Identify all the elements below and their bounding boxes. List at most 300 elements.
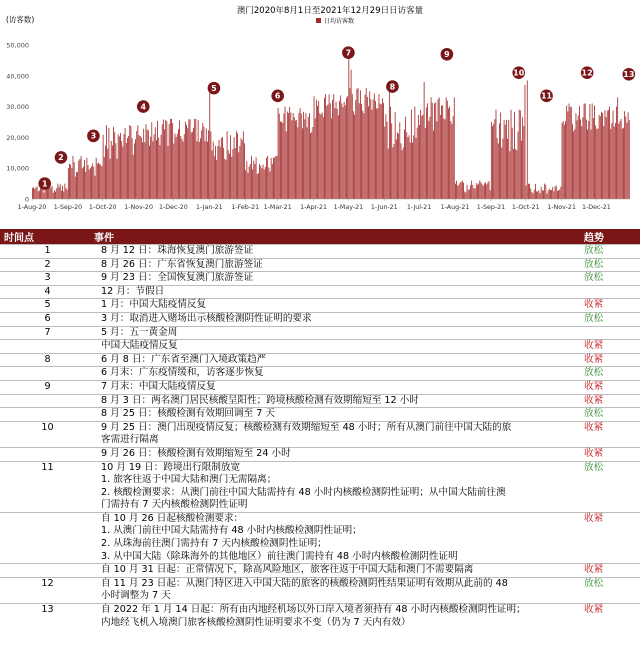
bar <box>563 121 564 199</box>
bar <box>212 151 213 199</box>
bar <box>317 106 318 199</box>
bar <box>236 131 237 199</box>
bar <box>354 115 355 199</box>
bar <box>565 121 566 199</box>
bar <box>143 129 144 199</box>
bar <box>157 121 158 199</box>
y-tick-label: 30,000 <box>6 103 29 112</box>
bar <box>384 127 385 199</box>
table-row <box>0 563 640 577</box>
bar <box>253 161 254 199</box>
row-time-point <box>0 448 95 461</box>
bar <box>528 184 529 199</box>
bar <box>163 119 164 199</box>
bar <box>272 164 273 199</box>
bar <box>127 138 128 199</box>
bar <box>257 174 258 199</box>
bar <box>314 96 315 199</box>
bar <box>274 157 275 199</box>
bar <box>90 168 91 199</box>
bar <box>57 184 58 199</box>
bar <box>331 118 332 199</box>
event-marker <box>38 177 51 190</box>
bar <box>271 158 272 199</box>
bar <box>249 166 250 199</box>
row-time-point <box>0 395 95 408</box>
event-marker <box>623 68 636 81</box>
bar <box>603 126 604 199</box>
bar <box>625 116 626 199</box>
table-row <box>0 577 640 603</box>
bar <box>433 130 434 199</box>
bar <box>346 98 347 199</box>
bar <box>260 166 261 199</box>
bar <box>508 120 509 199</box>
bar <box>84 160 85 199</box>
bar <box>503 139 504 199</box>
bar <box>192 132 193 199</box>
bar <box>373 99 374 199</box>
bar <box>149 146 150 199</box>
bar <box>541 187 542 199</box>
table-row <box>0 339 640 353</box>
bar <box>310 133 311 199</box>
bar <box>380 104 381 199</box>
row-event: 8 月 25 日：核酸检测有效期回调至 7 天 <box>101 408 275 420</box>
x-tick-label: 1-Jan-21 <box>196 204 223 211</box>
bar <box>326 106 327 199</box>
bar <box>89 170 90 199</box>
bar <box>518 132 519 199</box>
bar <box>171 119 172 199</box>
bar <box>214 156 215 199</box>
bar <box>59 187 60 199</box>
event-marker <box>271 90 284 103</box>
bar <box>483 186 484 199</box>
bar <box>105 146 106 199</box>
bar <box>63 191 64 199</box>
bar <box>173 144 174 199</box>
bar <box>264 170 265 199</box>
bar <box>520 110 521 199</box>
bar <box>615 123 616 199</box>
bar <box>277 156 278 199</box>
bar <box>506 120 507 199</box>
bar <box>455 184 456 199</box>
bar <box>325 94 326 199</box>
row-event: 自 10 月 31 日起：正常情况下，除高风险地区，旅客往返于中国大陆和澳门不需要隔离 <box>101 564 474 576</box>
table-row <box>0 394 640 408</box>
bar <box>103 135 104 199</box>
bar <box>39 191 40 199</box>
bar <box>201 130 202 199</box>
bar <box>479 181 480 199</box>
bar <box>280 122 281 199</box>
bar <box>344 102 345 199</box>
event-marker <box>512 66 525 79</box>
event-marker <box>540 90 553 103</box>
bar <box>169 124 170 199</box>
bar <box>611 123 612 199</box>
bar <box>468 190 469 199</box>
bar <box>460 183 461 199</box>
x-tick-label: 1-Apr-21 <box>300 204 328 211</box>
y-tick-label: 50,000 <box>6 41 29 50</box>
row-event: 9 月 23 日：全国恢复澳门旅游签证 <box>101 272 254 284</box>
bar <box>121 141 122 199</box>
bar <box>421 116 422 199</box>
bar <box>199 142 200 199</box>
bar <box>311 132 312 199</box>
header-trend: 趋势 <box>584 233 604 244</box>
table-row <box>0 258 640 272</box>
bar <box>96 158 97 199</box>
marker-label: 12 <box>581 68 593 78</box>
bar <box>252 169 253 199</box>
bar <box>207 142 208 199</box>
bar <box>353 111 354 199</box>
bar <box>501 148 502 199</box>
bar <box>571 107 572 199</box>
bar <box>623 128 624 199</box>
bar <box>477 185 478 199</box>
bar <box>95 176 96 199</box>
event-marker <box>55 151 68 164</box>
bar <box>234 137 235 199</box>
bar <box>237 133 238 199</box>
bar <box>426 107 427 199</box>
bar <box>427 103 428 199</box>
bar <box>34 189 35 199</box>
bar <box>555 186 556 199</box>
bar <box>374 93 375 199</box>
bar <box>622 129 623 199</box>
bar <box>104 157 105 199</box>
row-trend: 放松 <box>584 461 604 473</box>
bar <box>106 125 107 199</box>
bar <box>363 113 364 199</box>
bar <box>68 168 69 199</box>
bar <box>332 100 333 199</box>
bar <box>452 124 453 199</box>
bar <box>475 188 476 199</box>
bar <box>81 156 82 199</box>
bar <box>188 119 189 199</box>
bar <box>348 59 349 199</box>
marker-label: 4 <box>140 102 147 112</box>
bar <box>73 156 74 199</box>
bar <box>128 136 129 199</box>
bar <box>197 141 198 199</box>
bar <box>391 123 392 199</box>
bar <box>578 115 579 199</box>
bar <box>69 164 70 199</box>
bar <box>484 183 485 199</box>
bar <box>176 137 177 199</box>
bar <box>350 88 351 199</box>
bar <box>235 148 236 199</box>
bar <box>569 104 570 199</box>
bar <box>154 134 155 199</box>
bar <box>556 186 557 199</box>
bar <box>53 193 54 199</box>
bar <box>540 193 541 199</box>
bar <box>136 131 137 199</box>
x-tick-label: 1-Aug-21 <box>440 204 470 211</box>
bar <box>618 124 619 199</box>
bar <box>491 122 492 199</box>
chart-title: 澳门2020年8月1日至2021年12月29日日访客量 <box>236 6 424 16</box>
bar <box>191 132 192 199</box>
bar <box>579 106 580 199</box>
bar <box>533 193 534 199</box>
bar <box>111 141 112 199</box>
table-body <box>0 244 640 629</box>
bar <box>186 125 187 199</box>
bar <box>356 89 357 199</box>
bar <box>398 134 399 199</box>
bar <box>576 113 577 199</box>
bar <box>245 170 246 199</box>
x-tick-label: 1-Dec-20 <box>159 204 188 211</box>
bar <box>162 124 163 199</box>
bar <box>71 168 72 199</box>
bar <box>424 82 425 199</box>
bar <box>602 113 603 199</box>
bar <box>283 113 284 199</box>
bar <box>605 110 606 199</box>
row-trend: 放松 <box>584 245 604 256</box>
y-tick-label: 40,000 <box>6 72 29 81</box>
bar <box>584 104 585 199</box>
bar <box>242 140 243 199</box>
x-tick-label: 1-Mar-21 <box>263 204 292 211</box>
bar <box>436 121 437 199</box>
bar <box>587 130 588 199</box>
bar <box>457 186 458 199</box>
bar <box>78 161 79 199</box>
bar <box>434 103 435 199</box>
bar <box>93 167 94 199</box>
bar <box>285 107 286 199</box>
x-tick-label: 1-Jun-21 <box>370 204 398 211</box>
bar <box>411 110 412 199</box>
bar <box>390 107 391 199</box>
bar <box>522 117 523 199</box>
bar <box>328 104 329 199</box>
bar <box>88 165 89 199</box>
bar <box>202 123 203 199</box>
bar <box>44 193 45 199</box>
bar <box>195 119 196 199</box>
row-time-point: 1 <box>44 245 51 256</box>
bar <box>418 115 419 199</box>
bar <box>516 150 517 199</box>
bar <box>471 181 472 199</box>
bar <box>492 126 493 199</box>
event-marker <box>581 66 594 79</box>
bar <box>462 181 463 199</box>
bar <box>255 164 256 199</box>
bar <box>315 118 316 199</box>
bar <box>397 132 398 199</box>
bar <box>100 165 101 199</box>
bar <box>406 132 407 199</box>
bar <box>489 181 490 199</box>
bar <box>302 128 303 199</box>
event-marker <box>342 46 355 59</box>
bar <box>592 104 593 199</box>
row-trend: 收紧 <box>584 394 604 406</box>
bar <box>500 113 501 199</box>
row-event: 12 月：节假日 <box>101 285 165 297</box>
bar <box>224 159 225 199</box>
bar <box>591 130 592 199</box>
bar <box>148 130 149 199</box>
bar <box>307 127 308 199</box>
bar <box>238 152 239 199</box>
row-time-point <box>0 408 95 421</box>
bar <box>168 146 169 199</box>
bar <box>266 158 267 199</box>
bar <box>164 129 165 199</box>
visitor-bar-chart <box>0 0 640 229</box>
bar <box>534 190 535 199</box>
bar <box>333 94 334 199</box>
bar <box>117 159 118 199</box>
bar <box>560 187 561 199</box>
row-time-point: 12 <box>41 577 54 589</box>
bar <box>293 113 294 199</box>
bar <box>80 159 81 199</box>
bar <box>453 116 454 199</box>
marker-label: 10 <box>513 68 525 78</box>
bar <box>355 100 356 199</box>
bar <box>458 185 459 199</box>
bar <box>613 110 614 199</box>
bar <box>403 147 404 199</box>
bar <box>226 160 227 199</box>
bar <box>550 190 551 199</box>
bar <box>498 143 499 199</box>
bar <box>330 103 331 199</box>
bar <box>552 187 553 199</box>
marker-label: 7 <box>345 48 352 58</box>
y-axis-label: (访客数) <box>6 15 35 24</box>
bar <box>413 135 414 199</box>
row-time-point <box>0 367 95 380</box>
bar <box>222 137 223 199</box>
bar <box>67 190 68 199</box>
bar <box>441 106 442 199</box>
row-time-point: 9 <box>44 380 51 392</box>
bar <box>133 155 134 199</box>
row-event: 6 月 8 日：广东省至澳门入境政策趋严 <box>101 353 267 365</box>
bar <box>185 122 186 199</box>
marker-label: 13 <box>623 70 635 80</box>
bar <box>446 97 447 199</box>
bar <box>118 134 119 199</box>
bar <box>616 107 617 199</box>
bar <box>513 149 514 199</box>
bar <box>544 184 545 199</box>
bar <box>617 97 618 199</box>
bar <box>324 98 325 199</box>
bar <box>299 113 300 199</box>
bar <box>521 141 522 199</box>
bar <box>369 92 370 199</box>
bar <box>161 135 162 199</box>
bar <box>423 115 424 199</box>
bar <box>165 120 166 199</box>
bar <box>435 102 436 199</box>
bar <box>61 191 62 199</box>
row-time-point <box>0 513 95 563</box>
row-event: 10 月 19 日：跨境出行限制放宽 1. 旅客往返于中国大陆和澳门无需隔离； 2. 核酸检测要求：从澳门前往中国大陆需持有 48 小时内核酸检测阴性证明；从中国大陆前往澳 门需持有 7 天内核酸检测阴性证明 <box>101 461 506 511</box>
bar <box>193 128 194 199</box>
bar <box>107 149 108 199</box>
bar <box>343 107 344 199</box>
bar <box>525 85 526 199</box>
bar <box>231 157 232 199</box>
event-marker <box>208 82 221 95</box>
bar <box>467 185 468 199</box>
row-trend: 收紧 <box>584 604 604 616</box>
bar <box>372 110 373 199</box>
bar <box>334 108 335 199</box>
x-axis <box>18 199 611 211</box>
bar <box>98 163 99 199</box>
x-tick-label: 1-Nov-20 <box>124 204 153 211</box>
bar <box>146 124 147 199</box>
row-time-point: 5 <box>44 299 51 311</box>
bar <box>399 122 400 199</box>
bar <box>594 105 595 199</box>
bar <box>82 168 83 199</box>
row-event: 自 10 月 26 日起核酸检测要求： 1. 从澳门前往中国大陆需持有 48 小时内核酸检测阴性证明； 2. 从珠海前往澳门需持有 7 天内核酸检测阴性证明； 3. 从中国大陆（除珠海外的其他地区）前往澳门需持有 48 小时内核酸检测阴性证明 <box>101 512 458 562</box>
bar <box>294 117 295 199</box>
bar <box>476 183 477 199</box>
row-trend: 放松 <box>584 272 604 284</box>
row-trend: 放松 <box>584 577 604 589</box>
bar <box>559 190 560 199</box>
bar <box>246 161 247 199</box>
bar <box>538 190 539 199</box>
row-time-point: 13 <box>41 604 54 616</box>
row-event: 9 月 25 日：澳门出现疫情反复；核酸检测有效期缩短至 48 小时；所有从澳门前往中国大陆的旅 客需进行隔离 <box>101 421 512 446</box>
bar <box>312 127 313 199</box>
x-tick-label: 1-Sep-20 <box>53 204 83 211</box>
bar <box>77 172 78 199</box>
bar <box>66 188 67 199</box>
bar <box>470 185 471 199</box>
bar <box>156 140 157 199</box>
bar <box>554 191 555 199</box>
bar <box>347 96 348 199</box>
bar <box>215 146 216 199</box>
bar <box>323 117 324 199</box>
table-row <box>0 244 640 258</box>
bar <box>85 172 86 199</box>
bar <box>352 94 353 199</box>
bar <box>574 129 575 199</box>
bar <box>301 113 302 199</box>
bar <box>112 145 113 199</box>
bar <box>417 128 418 199</box>
x-tick-label: 1-Sep-21 <box>476 204 506 211</box>
bar <box>108 128 109 199</box>
bar <box>91 166 92 199</box>
